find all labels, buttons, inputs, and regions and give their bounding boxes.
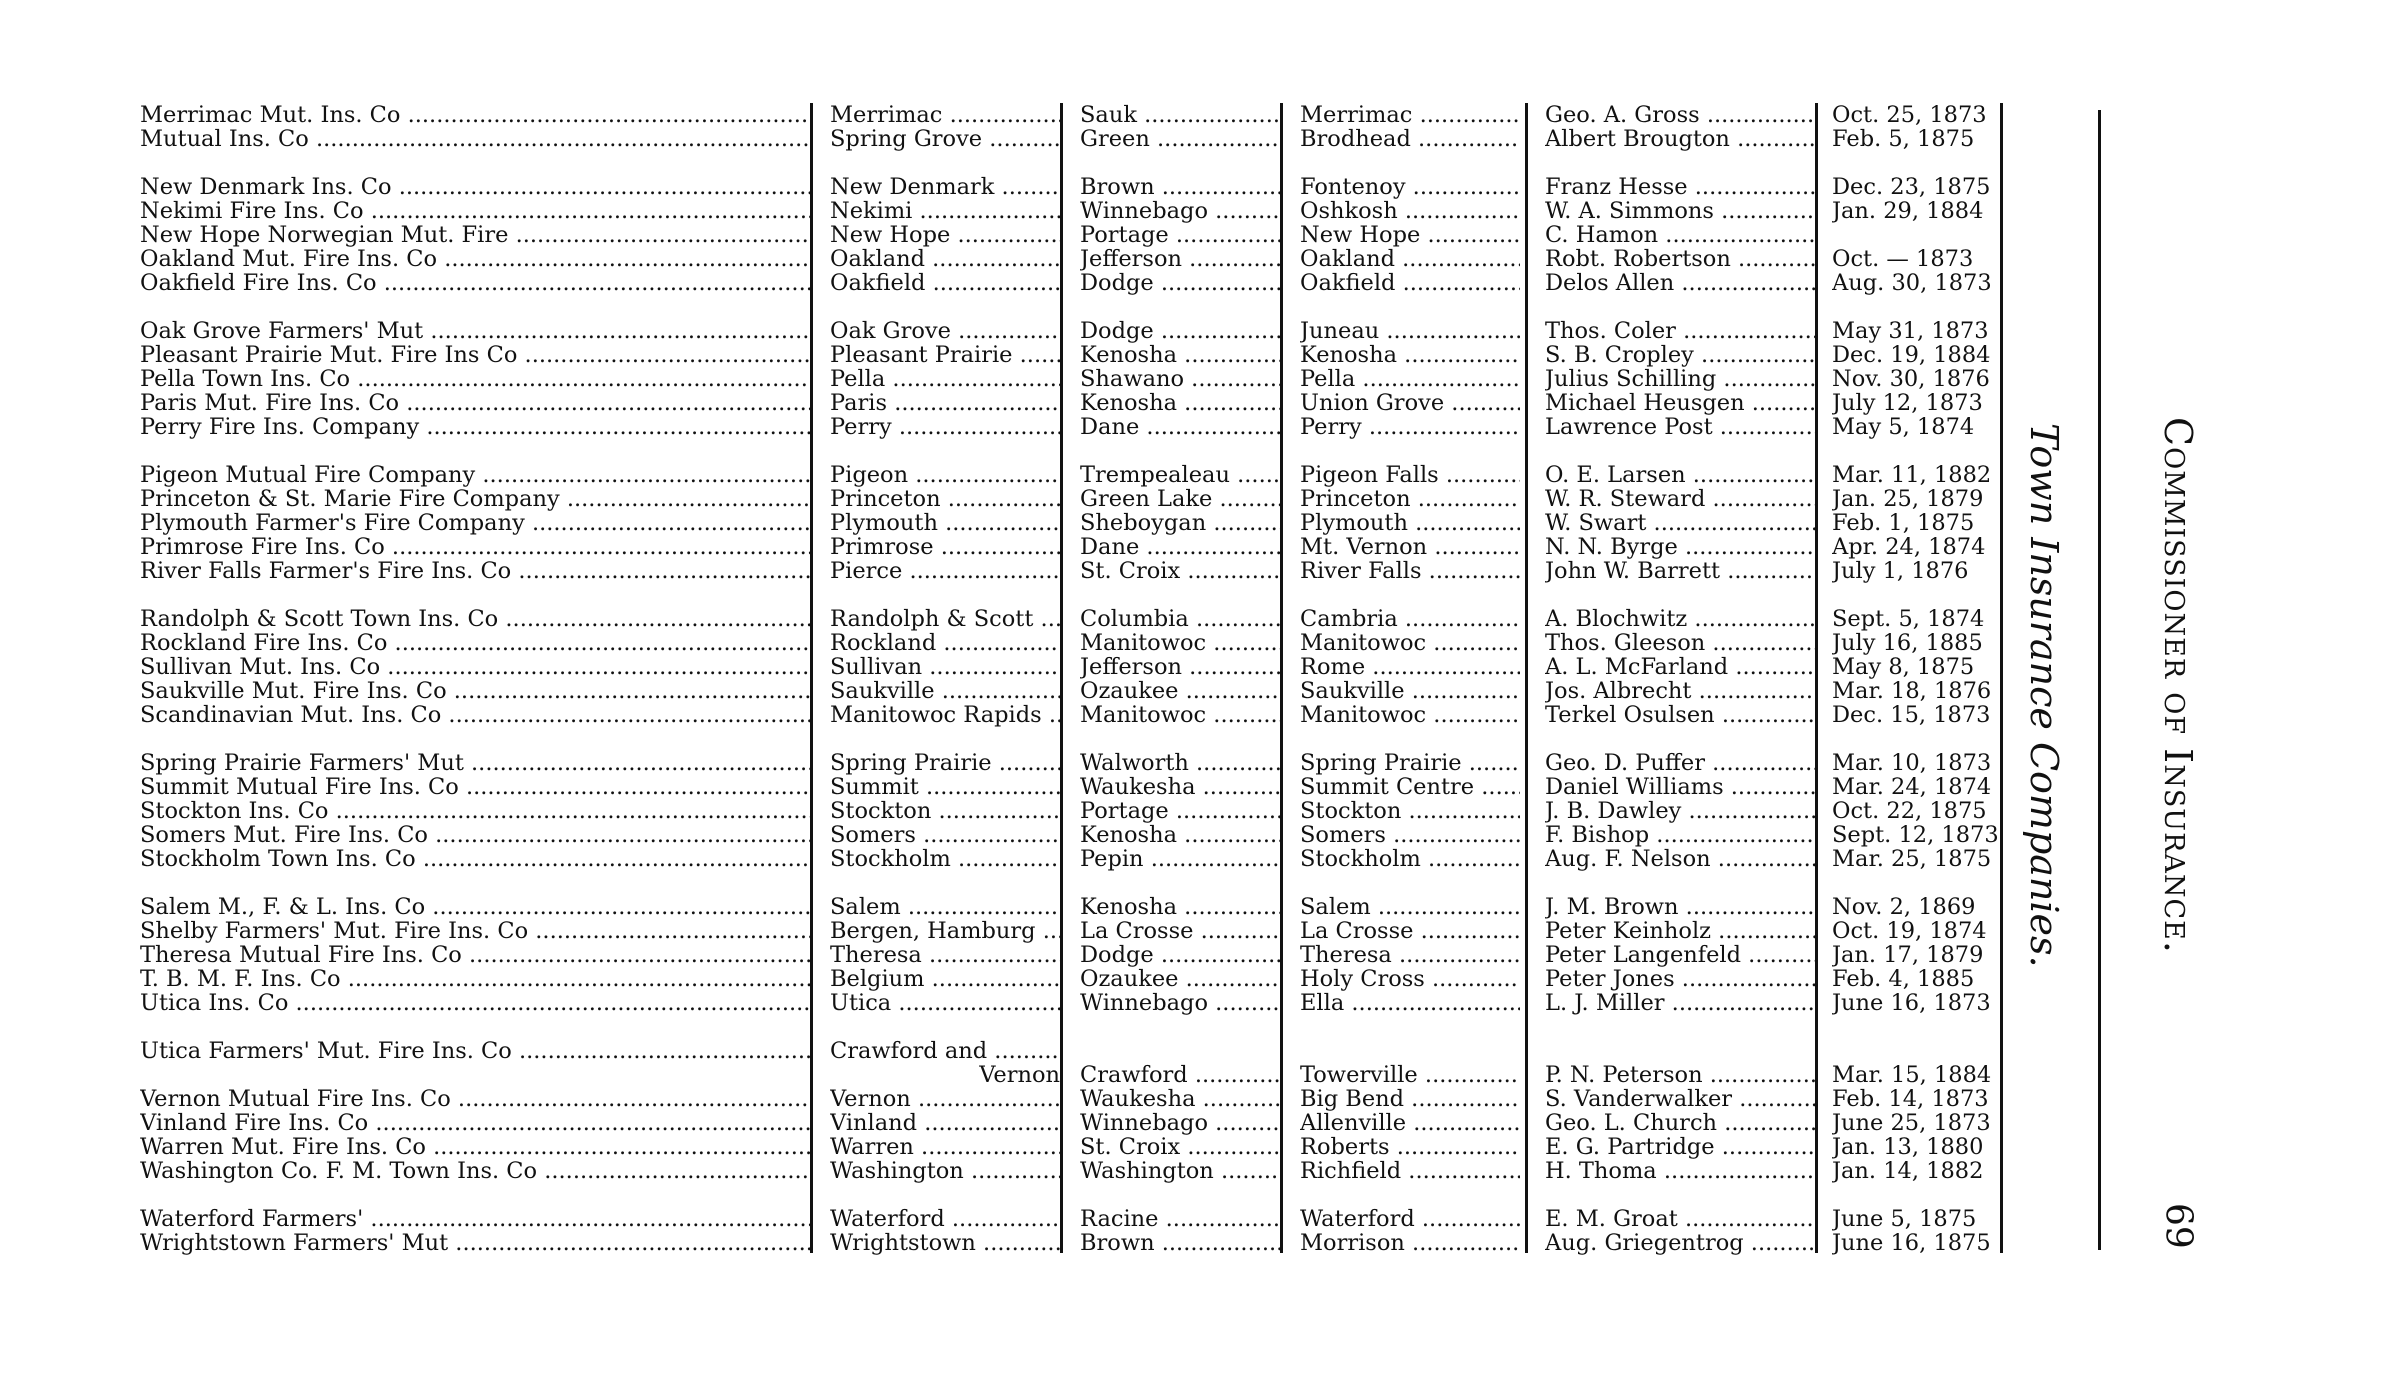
cell-secretary: J. M. Brown ..... [1545, 895, 1815, 919]
cell-post-office: Somers ..... [1300, 823, 1520, 847]
cell-secretary: W. R. Steward ..... [1545, 487, 1815, 511]
cell-town: Washington ..... [830, 1159, 1060, 1183]
cell-post-office: Allenville ..... [1300, 1111, 1520, 1135]
cell-town: Vernon [979, 1063, 1060, 1087]
cell-town: Manitowoc Rapids ..... [830, 703, 1060, 727]
cell-county: Crawford ..... [1080, 1063, 1280, 1087]
cell-organized: June 16, 1873 [1832, 991, 1991, 1015]
cell-town: Oakfield ..... [830, 271, 1060, 295]
cell-secretary: Geo. D. Puffer ..... [1545, 751, 1815, 775]
cell-secretary: Julius Schilling ..... [1545, 367, 1815, 391]
cell-name: Randolph & Scott Town Ins. Co ..... [140, 607, 810, 631]
cell-town: Oak Grove ..... [830, 319, 1060, 343]
cell-organized: Oct. 19, 1874 [1832, 919, 1987, 943]
cell-town: Salem ..... [830, 895, 1060, 919]
cell-post-office: Brodhead ..... [1300, 127, 1520, 151]
cell-secretary: John W. Barrett ..... [1545, 559, 1815, 583]
cell-town: New Denmark ..... [830, 175, 1060, 199]
cell-county: Shawano ..... [1080, 367, 1280, 391]
cell-secretary: Franz Hesse ..... [1545, 175, 1815, 199]
cell-name: Pleasant Prairie Mut. Fire Ins Co ..... [140, 343, 810, 367]
cell-town: Warren ..... [830, 1135, 1060, 1159]
cell-post-office: Morrison ..... [1300, 1231, 1520, 1255]
cell-town: Utica ..... [830, 991, 1060, 1015]
cell-organized: Feb. 5, 1875 [1832, 127, 1975, 151]
cell-secretary: E. G. Partridge ..... [1545, 1135, 1815, 1159]
cell-name: Merrimac Mut. Ins. Co ..... [140, 103, 810, 127]
cell-county: Manitowoc ..... [1080, 703, 1280, 727]
cell-secretary: P. N. Peterson ..... [1545, 1063, 1815, 1087]
cell-town: Princeton ..... [830, 487, 1060, 511]
cell-organized: Mar. 18, 1876 [1832, 679, 1992, 703]
cell-organized: Mar. 11, 1882 [1832, 463, 1992, 487]
cell-organized: Dec. 19, 1884 [1832, 343, 1991, 367]
cell-county: Portage ..... [1080, 799, 1280, 823]
cell-post-office: Manitowoc ..... [1300, 703, 1520, 727]
cell-name: Rockland Fire Ins. Co ..... [140, 631, 810, 655]
cell-secretary: Thos. Coler ..... [1545, 319, 1815, 343]
cell-town: Pleasant Prairie ..... [830, 343, 1060, 367]
cell-county: Green ..... [1080, 127, 1280, 151]
cell-post-office: Summit Centre ..... [1300, 775, 1520, 799]
cell-post-office: Stockton ..... [1300, 799, 1520, 823]
cell-post-office: Manitowoc ..... [1300, 631, 1520, 655]
cell-organized: May 31, 1873 [1832, 319, 1989, 343]
cell-county: Kenosha ..... [1080, 343, 1280, 367]
cell-county: Portage ..... [1080, 223, 1280, 247]
cell-county: Brown ..... [1080, 175, 1280, 199]
cell-county: Dane ..... [1080, 535, 1280, 559]
cell-town: Rockland ..... [830, 631, 1060, 655]
cell-post-office: Oakland ..... [1300, 247, 1520, 271]
cell-county: Green Lake ..... [1080, 487, 1280, 511]
cell-organized: Oct. 25, 1873 [1832, 103, 1987, 127]
cell-county: Sheboygan ..... [1080, 511, 1280, 535]
cell-county: St. Croix ..... [1080, 1135, 1280, 1159]
cell-county: Sauk ..... [1080, 103, 1280, 127]
table-right-rule [2000, 103, 2003, 1253]
cell-secretary: W. A. Simmons ..... [1545, 199, 1815, 223]
cell-post-office: Oakfield ..... [1300, 271, 1520, 295]
cell-town: Saukville ..... [830, 679, 1060, 703]
cell-organized: Nov. 30, 1876 [1832, 367, 1990, 391]
cell-organized: Mar. 15, 1884 [1832, 1063, 1992, 1087]
cell-name: Nekimi Fire Ins. Co ..... [140, 199, 810, 223]
cell-secretary: Michael Heusgen ..... [1545, 391, 1815, 415]
cell-secretary: A. L. McFarland ..... [1545, 655, 1815, 679]
cell-county: Dodge ..... [1080, 319, 1280, 343]
cell-county: Walworth ..... [1080, 751, 1280, 775]
cell-county: St. Croix ..... [1080, 559, 1280, 583]
cell-name: Utica Ins. Co ..... [140, 991, 810, 1015]
cell-county: Columbia ..... [1080, 607, 1280, 631]
cell-town: Bergen, Hamburg ..... [830, 919, 1060, 943]
cell-post-office: Waterford ..... [1300, 1207, 1520, 1231]
cell-organized: June 16, 1875 [1832, 1231, 1991, 1255]
cell-post-office: Perry ..... [1300, 415, 1520, 439]
cell-county: Waukesha ..... [1080, 775, 1280, 799]
cell-name: Theresa Mutual Fire Ins. Co ..... [140, 943, 810, 967]
cell-name: Stockton Ins. Co ..... [140, 799, 810, 823]
cell-organized: Nov. 2, 1869 [1832, 895, 1976, 919]
cell-name: Primrose Fire Ins. Co ..... [140, 535, 810, 559]
cell-name: Somers Mut. Fire Ins. Co ..... [140, 823, 810, 847]
column-rule [810, 103, 813, 1253]
cell-county: Winnebago ..... [1080, 199, 1280, 223]
cell-name: River Falls Farmer's Fire Ins. Co ..... [140, 559, 810, 583]
cell-secretary: Aug. F. Nelson ..... [1545, 847, 1815, 871]
cell-organized: Sept. 5, 1874 [1832, 607, 1985, 631]
cell-post-office: Pigeon Falls ..... [1300, 463, 1520, 487]
cell-post-office: Theresa ..... [1300, 943, 1520, 967]
cell-post-office: Merrimac ..... [1300, 103, 1520, 127]
cell-organized: Jan. 17, 1879 [1832, 943, 1984, 967]
cell-organized: July 12, 1873 [1832, 391, 1983, 415]
cell-post-office: Pella ..... [1300, 367, 1520, 391]
cell-organized: Dec. 23, 1875 [1832, 175, 1991, 199]
cell-organized: Mar. 10, 1873 [1832, 751, 1992, 775]
cell-county: Winnebago ..... [1080, 991, 1280, 1015]
cell-name: Plymouth Farmer's Fire Company ..... [140, 511, 810, 535]
cell-name: New Denmark Ins. Co ..... [140, 175, 810, 199]
cell-organized: Feb. 14, 1873 [1832, 1087, 1989, 1111]
cell-secretary: J. B. Dawley ..... [1545, 799, 1815, 823]
cell-county: Winnebago ..... [1080, 1111, 1280, 1135]
cell-organized: Jan. 13, 1880 [1832, 1135, 1984, 1159]
cell-secretary: Daniel Williams ..... [1545, 775, 1815, 799]
cell-organized: Jan. 25, 1879 [1832, 487, 1984, 511]
cell-post-office: Salem ..... [1300, 895, 1520, 919]
cell-town: Nekimi ..... [830, 199, 1060, 223]
running-header [2150, 390, 2206, 980]
cell-town: Oakland ..... [830, 247, 1060, 271]
cell-secretary: W. Swart ..... [1545, 511, 1815, 535]
cell-town: Spring Grove ..... [830, 127, 1060, 151]
cell-county: Waukesha ..... [1080, 1087, 1280, 1111]
cell-county: Jefferson ..... [1080, 655, 1280, 679]
cell-name: Warren Mut. Fire Ins. Co ..... [140, 1135, 810, 1159]
cell-name: Spring Prairie Farmers' Mut ..... [140, 751, 810, 775]
cell-post-office: Holy Cross ..... [1300, 967, 1520, 991]
cell-post-office: Princeton ..... [1300, 487, 1520, 511]
cell-organized: July 1, 1876 [1832, 559, 1969, 583]
cell-secretary: Thos. Gleeson ..... [1545, 631, 1815, 655]
cell-name: Sullivan Mut. Ins. Co ..... [140, 655, 810, 679]
cell-name: Pella Town Ins. Co ..... [140, 367, 810, 391]
cell-county: Racine ..... [1080, 1207, 1280, 1231]
column-rule [1525, 103, 1528, 1253]
cell-county: Washington ..... [1080, 1159, 1280, 1183]
cell-post-office: Mt. Vernon ..... [1300, 535, 1520, 559]
section-title-text: Town Insurance Companies. [2022, 422, 2066, 968]
cell-secretary: C. Hamon ..... [1545, 223, 1815, 247]
page-margin-rule [2098, 110, 2101, 1250]
cell-county: Jefferson ..... [1080, 247, 1280, 271]
cell-town: Sullivan ..... [830, 655, 1060, 679]
cell-name: Mutual Ins. Co ..... [140, 127, 810, 151]
cell-name: Summit Mutual Fire Ins. Co ..... [140, 775, 810, 799]
column-rule [1280, 103, 1283, 1253]
cell-town: Crawford and ..... [830, 1039, 1060, 1063]
cell-organized: June 25, 1873 [1832, 1111, 1991, 1135]
column-rule [1060, 103, 1063, 1253]
cell-post-office: Stockholm ..... [1300, 847, 1520, 871]
cell-town: Pierce ..... [830, 559, 1060, 583]
cell-name: Saukville Mut. Fire Ins. Co ..... [140, 679, 810, 703]
cell-secretary: Albert Brougton ..... [1545, 127, 1815, 151]
cell-organized: Aug. 30, 1873 [1832, 271, 1992, 295]
cell-name: T. B. M. F. Ins. Co ..... [140, 967, 810, 991]
cell-name: Wrightstown Farmers' Mut ..... [140, 1231, 810, 1255]
cell-town: Belgium ..... [830, 967, 1060, 991]
cell-county: Dodge ..... [1080, 943, 1280, 967]
cell-town: Pella ..... [830, 367, 1060, 391]
cell-organized: May 5, 1874 [1832, 415, 1975, 439]
cell-secretary: E. M. Groat ..... [1545, 1207, 1815, 1231]
cell-town: Theresa ..... [830, 943, 1060, 967]
page-number-text: 69 [2157, 1203, 2199, 1249]
cell-town: Vernon ..... [830, 1087, 1060, 1111]
cell-secretary: Peter Langenfeld ..... [1545, 943, 1815, 967]
cell-secretary: Peter Jones ..... [1545, 967, 1815, 991]
cell-secretary: O. E. Larsen ..... [1545, 463, 1815, 487]
cell-secretary: S. Vanderwalker ..... [1545, 1087, 1815, 1111]
cell-town: Stockholm ..... [830, 847, 1060, 871]
cell-town: Wrightstown ..... [830, 1231, 1060, 1255]
cell-secretary: L. J. Miller ..... [1545, 991, 1815, 1015]
cell-town: Merrimac ..... [830, 103, 1060, 127]
cell-town: Summit ..... [830, 775, 1060, 799]
cell-town: Spring Prairie ..... [830, 751, 1060, 775]
cell-organized: Mar. 25, 1875 [1832, 847, 1992, 871]
section-title [2020, 380, 2068, 1010]
cell-name: Pigeon Mutual Fire Company ..... [140, 463, 810, 487]
cell-name: Princeton & St. Marie Fire Company ..... [140, 487, 810, 511]
cell-name: Vernon Mutual Fire Ins. Co ..... [140, 1087, 810, 1111]
cell-county: Manitowoc ..... [1080, 631, 1280, 655]
cell-organized: Oct. — 1873 [1832, 247, 1974, 271]
cell-town: Vinland ..... [830, 1111, 1060, 1135]
cell-secretary: S. B. Cropley ..... [1545, 343, 1815, 367]
cell-name: Utica Farmers' Mut. Fire Ins. Co ..... [140, 1039, 810, 1063]
cell-organized: Feb. 4, 1885 [1832, 967, 1975, 991]
cell-name: Oakland Mut. Fire Ins. Co ..... [140, 247, 810, 271]
cell-post-office: Union Grove ..... [1300, 391, 1520, 415]
cell-name: Oakfield Fire Ins. Co ..... [140, 271, 810, 295]
cell-name: Perry Fire Ins. Company ..... [140, 415, 810, 439]
cell-town: New Hope ..... [830, 223, 1060, 247]
cell-county: Ozaukee ..... [1080, 967, 1280, 991]
cell-secretary: Geo. L. Church ..... [1545, 1111, 1815, 1135]
cell-post-office: La Crosse ..... [1300, 919, 1520, 943]
cell-county: Dane ..... [1080, 415, 1280, 439]
cell-county: Brown ..... [1080, 1231, 1280, 1255]
cell-organized: June 5, 1875 [1832, 1207, 1977, 1231]
cell-name: Stockholm Town Ins. Co ..... [140, 847, 810, 871]
cell-post-office: Big Bend ..... [1300, 1087, 1520, 1111]
cell-name: Vinland Fire Ins. Co ..... [140, 1111, 810, 1135]
cell-town: Plymouth ..... [830, 511, 1060, 535]
cell-secretary: Jos. Albrecht ..... [1545, 679, 1815, 703]
cell-name: Scandinavian Mut. Ins. Co ..... [140, 703, 810, 727]
cell-secretary: Robt. Robertson ..... [1545, 247, 1815, 271]
running-header-text: Commissioner of Insurance. [2156, 416, 2200, 954]
cell-post-office: New Hope ..... [1300, 223, 1520, 247]
cell-secretary: F. Bishop ..... [1545, 823, 1815, 847]
cell-county: Trempealeau ..... [1080, 463, 1280, 487]
cell-organized: Apr. 24, 1874 [1832, 535, 1986, 559]
cell-organized: Jan. 14, 1882 [1832, 1159, 1984, 1183]
cell-post-office: Saukville ..... [1300, 679, 1520, 703]
cell-town: Stockton ..... [830, 799, 1060, 823]
cell-county: Dodge ..... [1080, 271, 1280, 295]
cell-name: Salem M., F. & L. Ins. Co ..... [140, 895, 810, 919]
cell-name: Washington Co. F. M. Town Ins. Co ..... [140, 1159, 810, 1183]
cell-post-office: Roberts ..... [1300, 1135, 1520, 1159]
cell-organized: Dec. 15, 1873 [1832, 703, 1991, 727]
page-number [2150, 1196, 2206, 1256]
cell-post-office: Oshkosh ..... [1300, 199, 1520, 223]
cell-county: La Crosse ..... [1080, 919, 1280, 943]
cell-post-office: Fontenoy ..... [1300, 175, 1520, 199]
cell-secretary: Peter Keinholz ..... [1545, 919, 1815, 943]
cell-post-office: Spring Prairie ..... [1300, 751, 1520, 775]
cell-organized: Sept. 12, 1873 [1832, 823, 1999, 847]
cell-organized: Feb. 1, 1875 [1832, 511, 1975, 535]
cell-town: Primrose ..... [830, 535, 1060, 559]
cell-secretary: A. Blochwitz ..... [1545, 607, 1815, 631]
cell-county: Kenosha ..... [1080, 895, 1280, 919]
cell-town: Paris ..... [830, 391, 1060, 415]
cell-organized: Mar. 24, 1874 [1832, 775, 1992, 799]
cell-post-office: Cambria ..... [1300, 607, 1520, 631]
cell-county: Pepin ..... [1080, 847, 1280, 871]
cell-post-office: Kenosha ..... [1300, 343, 1520, 367]
cell-organized: May 8, 1875 [1832, 655, 1975, 679]
cell-post-office: Plymouth ..... [1300, 511, 1520, 535]
cell-secretary: Geo. A. Gross ..... [1545, 103, 1815, 127]
cell-town: Somers ..... [830, 823, 1060, 847]
cell-town: Pigeon ..... [830, 463, 1060, 487]
cell-post-office: Towerville ..... [1300, 1063, 1520, 1087]
column-rule [1815, 103, 1818, 1253]
cell-name: Waterford Farmers' ..... [140, 1207, 810, 1231]
cell-name: New Hope Norwegian Mut. Fire ..... [140, 223, 810, 247]
cell-county: Kenosha ..... [1080, 391, 1280, 415]
cell-secretary: N. N. Byrge ..... [1545, 535, 1815, 559]
cell-organized: Jan. 29, 1884 [1832, 199, 1984, 223]
cell-county: Ozaukee ..... [1080, 679, 1280, 703]
cell-secretary: H. Thoma ..... [1545, 1159, 1815, 1183]
cell-name: Shelby Farmers' Mut. Fire Ins. Co ..... [140, 919, 810, 943]
cell-post-office: Richfield ..... [1300, 1159, 1520, 1183]
cell-town: Waterford ..... [830, 1207, 1060, 1231]
cell-county: Kenosha ..... [1080, 823, 1280, 847]
cell-post-office: Ella ..... [1300, 991, 1520, 1015]
cell-name: Oak Grove Farmers' Mut ..... [140, 319, 810, 343]
cell-organized: July 16, 1885 [1832, 631, 1983, 655]
cell-secretary: Aug. Griegentrog ..... [1545, 1231, 1815, 1255]
cell-post-office: Rome ..... [1300, 655, 1520, 679]
cell-secretary: Lawrence Post ..... [1545, 415, 1815, 439]
cell-post-office: Juneau ..... [1300, 319, 1520, 343]
cell-secretary: Delos Allen ..... [1545, 271, 1815, 295]
cell-name: Paris Mut. Fire Ins. Co ..... [140, 391, 810, 415]
cell-town: Randolph & Scott ..... [830, 607, 1060, 631]
cell-organized: Oct. 22, 1875 [1832, 799, 1987, 823]
cell-town: Perry ..... [830, 415, 1060, 439]
cell-post-office: River Falls ..... [1300, 559, 1520, 583]
cell-secretary: Terkel Osulsen ..... [1545, 703, 1815, 727]
